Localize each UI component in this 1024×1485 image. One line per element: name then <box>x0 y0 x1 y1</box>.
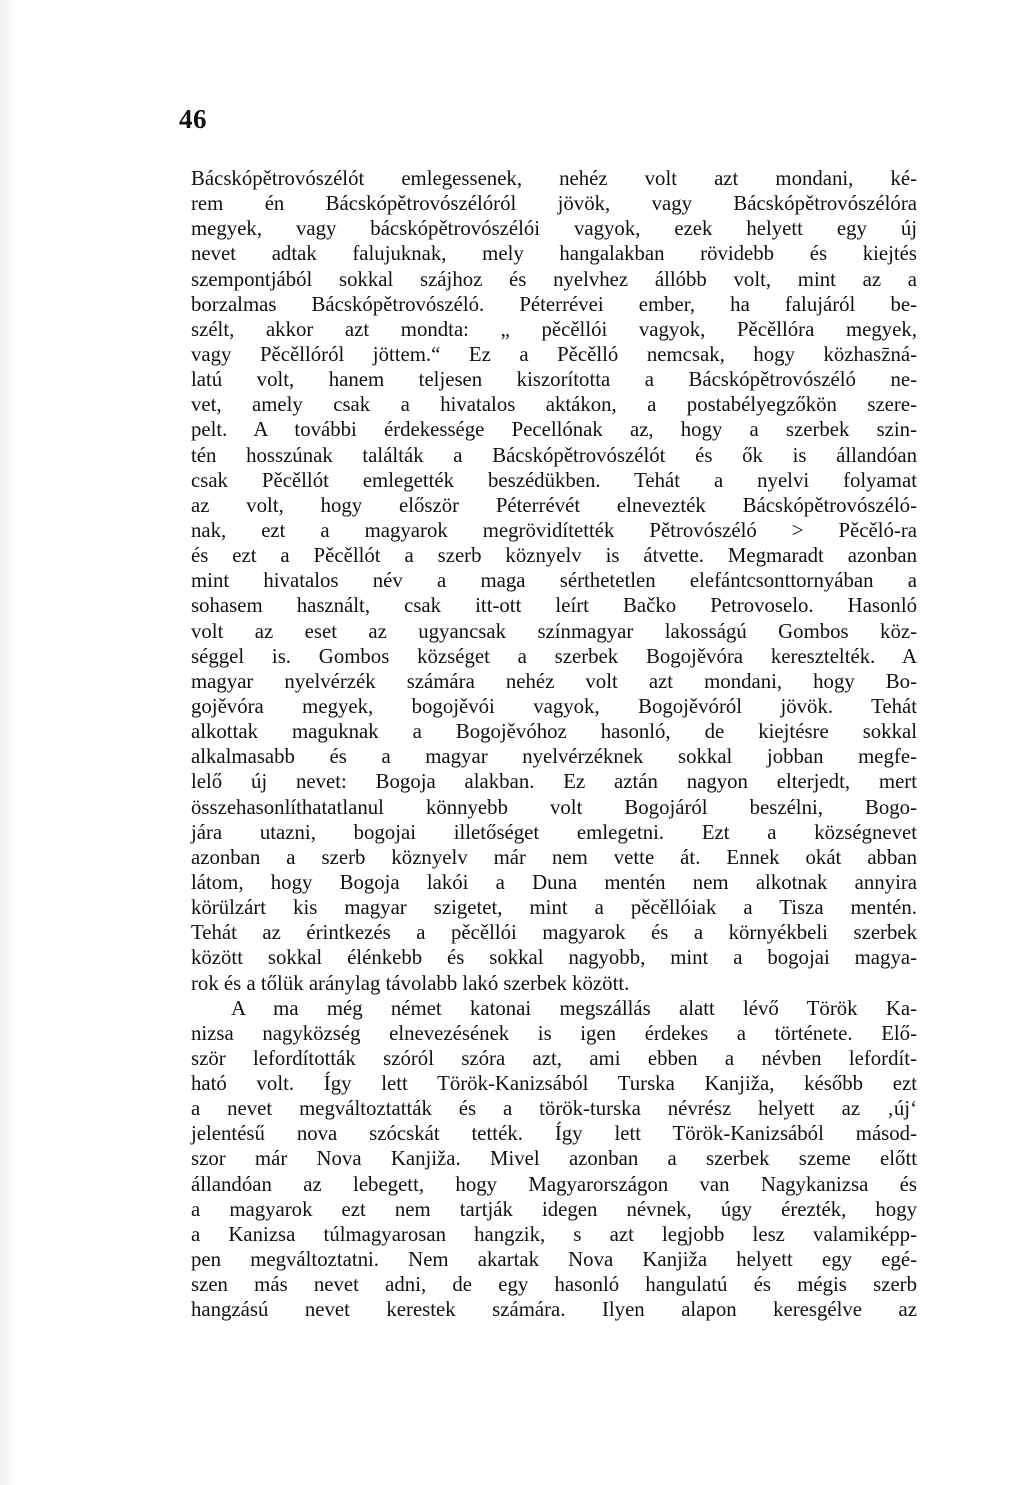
text-line: mint hivatalos név a maga sérthetetlen elefántcsonttornyában a <box>191 569 917 593</box>
text-line: a nevet megváltoztatták és a török-turska névrész helyett az ‚új‘ <box>191 1097 917 1121</box>
text-line: sohasem használt, csak itt-ott leírt Bačko Petrovoselo. Hasonló <box>191 594 917 618</box>
text-line: rem én Bácskópětrovószélóról jövök, vagy Bácskópětrovószélóra <box>191 192 917 216</box>
text-line: borzalmas Bácskópětrovószéló. Péterrévei ember, ha falujáról be- <box>191 292 917 316</box>
text-line: latú volt, hanem teljesen kiszorította a Bácskópětrovószéló ne- <box>191 368 917 392</box>
text-line: A ma még német katonai megszállás alatt lévő Török Ka- <box>231 996 917 1020</box>
text-line: a Kanizsa túlmagyarosan hangzik, s azt legjobb lesz valamiképp- <box>191 1222 917 1246</box>
text-line: Tehát az érintkezés a pěcěllói magyarok és a környékbeli szerbek <box>191 921 917 945</box>
text-line: szélt, akkor azt mondta: „ pěcěllói vagyok, Pěcěllóra megyek, <box>191 317 917 341</box>
text-line: gojěvóra megyek, bogojěvói vagyok, Bogojěvóról jövök. Tehát <box>191 694 917 718</box>
text-line: között sokkal élénkebb és sokkal nagyobb, mint a bogojai magya- <box>191 946 917 970</box>
text-line: jelentésű nova szócskát tették. Így lett Török-Kanizsából másod- <box>191 1122 917 1146</box>
text-line: ható volt. Így lett Török-Kanizsából Turska Kanjiža, később ezt <box>191 1072 917 1096</box>
text-line: séggel is. Gombos községet a szerbek Bogojěvóra keresztelték. A <box>191 644 917 668</box>
text-line: összehasonlíthatatlanul könnyebb volt Bogojáról beszélni, Bogo- <box>191 795 917 819</box>
text-line: szen más nevet adni, de egy hasonló hangulatú és mégis szerb <box>191 1273 917 1297</box>
text-line: a magyarok ezt nem tartják idegen névnek, úgy érezték, hogy <box>191 1197 917 1221</box>
text-line: tén hosszúnak találták a Bácskópětrovószélót és ők is állandóan <box>191 443 917 467</box>
text-line: állandóan az lebegett, hogy Magyarországon van Nagykanizsa és <box>191 1172 917 1196</box>
text-line: jára utazni, bogojai illetőséget emlegetni. Ezt a községnevet <box>191 820 917 844</box>
body-text <box>191 166 917 1322</box>
text-line: látom, hogy Bogoja lakói a Duna mentén nem alkotnak annyira <box>191 870 917 894</box>
page-number: 46 <box>179 104 207 134</box>
text-line: szempontjából sokkal szájhoz és nyelvhez állóbb volt, mint az a <box>191 267 917 291</box>
text-line: pelt. A további érdekessége Pecellónak az, hogy a szerbek szin- <box>191 418 917 442</box>
text-line: ször lefordították szóról szóra azt, ami ebben a névben lefordít- <box>191 1046 917 1070</box>
text-line: vet, amely csak a hivatalos aktákon, a postabélyegzőkön szere- <box>191 393 917 417</box>
text-line: csak Pěcěllót emlegették beszédükben. Tehát a nyelvi folyamat <box>191 468 917 492</box>
text-line: és ezt a Pěcěllót a szerb köznyelv is átvette. Megmaradt azonban <box>191 544 917 568</box>
text-line: Bácskópětrovószélót emlegessenek, nehéz volt azt mondani, ké- <box>191 167 917 190</box>
text-line: vagy Pěcěllóról jöttem.“ Ez a Pěcělló nemcsak, hogy közhasz̄ná- <box>191 342 917 366</box>
text-line: nizsa nagyközség elnevezésének is igen érdekes a története. Elő- <box>191 1021 917 1045</box>
text-line: volt az eset az ugyancsak színmagyar lakosságú Gombos köz- <box>191 619 917 643</box>
text-line: megyek, vagy bácskópětrovószélói vagyok, ezek helyett egy új <box>191 217 917 241</box>
text-line: pen megváltoztatni. Nem akartak Nova Kanjiža helyett egy egé- <box>191 1248 917 1272</box>
text-line: szor már Nova Kanjiža. Mivel azonban a szerbek szeme előtt <box>191 1147 917 1171</box>
page-edge-shadow <box>0 0 18 1485</box>
text-line: alkottak maguknak a Bogojěvóhoz hasonló, de kiejtésre sokkal <box>191 720 917 744</box>
text-line: nak, ezt a magyarok megrövidítették Pětrovószéló > Pěcěló-ra <box>191 518 917 542</box>
text-line: rok és a tőlük aránylag távolabb lakó szerbek között. <box>191 971 630 995</box>
text-line: azonban a szerb köznyelv már nem vette át. Ennek okát abban <box>191 845 917 869</box>
text-line: magyar nyelvérzék számára nehéz volt azt mondani, hogy Bo- <box>191 669 917 693</box>
text-line: lelő új nevet: Bogoja alakban. Ez aztán nagyon elterjedt, mert <box>191 770 917 794</box>
text-line: körülzárt kis magyar szigetet, mint a pěcěllóiak a Tisza mentén. <box>191 896 917 920</box>
text-line: az volt, hogy először Péterrévét elnevezték Bácskópětrovószéló- <box>191 493 917 517</box>
text-line: nevet adtak falujuknak, mely hangalakban rövidebb és kiejtés <box>191 242 917 266</box>
text-line: hangzású nevet kerestek számára. Ilyen alapon keresgélve az <box>191 1298 917 1322</box>
text-line: alkalmasabb és a magyar nyelvérzéknek sokkal jobban megfe- <box>191 745 917 769</box>
